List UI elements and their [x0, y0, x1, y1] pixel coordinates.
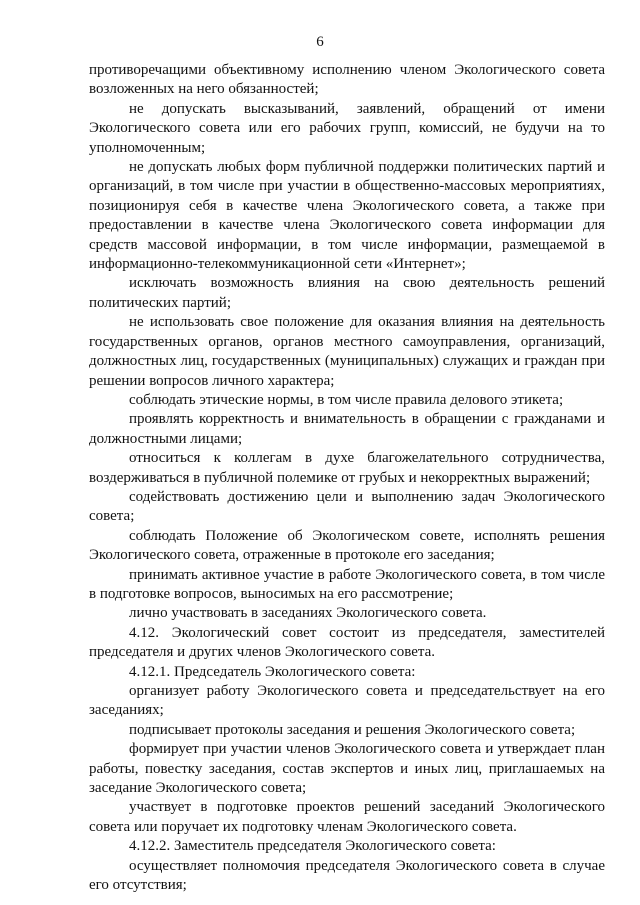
paragraph: соблюдать этические нормы, в том числе правила делового этикета; — [129, 391, 564, 408]
paragraph: принимать активное участие в работе Экологического совета, в том числе в подготовке вопросов, выносимых на его рассмотрение; — [89, 566, 605, 602]
document-body — [89, 61, 605, 895]
paragraph: формирует при участии членов Экологического совета и утверждает план работы, повестку заседания, состав экспертов и иных лиц, приглашаемых на заседание Экологического совета; — [89, 741, 605, 797]
paragraph: осуществляет полномочия председателя Экологического совета в случае его отсутствия; — [89, 857, 605, 894]
subsection-heading: 4.12.2. Заместитель председателя Экологического совета: — [129, 838, 496, 855]
paragraph: проявлять корректность и внимательность в обращении с гражданами и должностными лицами; — [89, 411, 605, 447]
paragraph: не использовать свое положение для оказания влияния на деятельность государственных органов, органов местного самоуправления, организаций, должностных лиц, государственных (муниципальных) служащих и граждан при решении вопросов личного характера; — [89, 314, 605, 389]
paragraph: содействовать достижению цели и выполнению задач Экологического совета; — [89, 488, 605, 525]
paragraph: исключать возможность влияния на свою деятельность решений политических партий; — [89, 275, 605, 311]
subsection-heading: 4.12.1. Председатель Экологического совета: — [129, 663, 416, 680]
paragraph: подписывает протоколы заседания и решения Экологического совета; — [129, 721, 576, 738]
paragraph-continuation: противоречащими объективному исполнению членом Экологического совета возложенных на него обязанностей; — [89, 62, 605, 98]
paragraph: не допускать высказываний, заявлений, обращений от имени Экологического совета или его рабочих групп, комиссий, не будучи на то уполномоченным; — [89, 100, 605, 156]
paragraph: организует работу Экологического совета и председательствует на его заседаниях; — [89, 683, 605, 719]
section-paragraph: 4.12. Экологический совет состоит из председателя, заместителей председателя и других членов Экологического совета. — [89, 624, 605, 661]
paragraph: не допускать любых форм публичной поддержки политических партий и организаций, в том числе при участии в общественно-массовых мероприятиях, позиционируя себя в качестве члена Экологического совета, а также при предоставлении в качестве члена Экологического совета информации для средств массовой информации, в том числе информации, размещаемой в информационно-телекоммуникационной сети «Интернет»; — [89, 159, 605, 273]
paragraph: участвует в подготовке проектов решений заседаний Экологического совета или поручает их подготовку членам Экологического совета. — [89, 799, 605, 835]
paragraph: соблюдать Положение об Экологическом совете, исполнять решения Экологического совета, отраженные в протоколе его заседания; — [89, 527, 605, 564]
paragraph: лично участвовать в заседаниях Экологического совета. — [129, 605, 487, 622]
page-number: 6 — [316, 34, 324, 50]
paragraph: относиться к коллегам в духе благожелательного сотрудничества, воздерживаться в публичной полемике от грубых и некорректных выражений; — [89, 450, 605, 486]
